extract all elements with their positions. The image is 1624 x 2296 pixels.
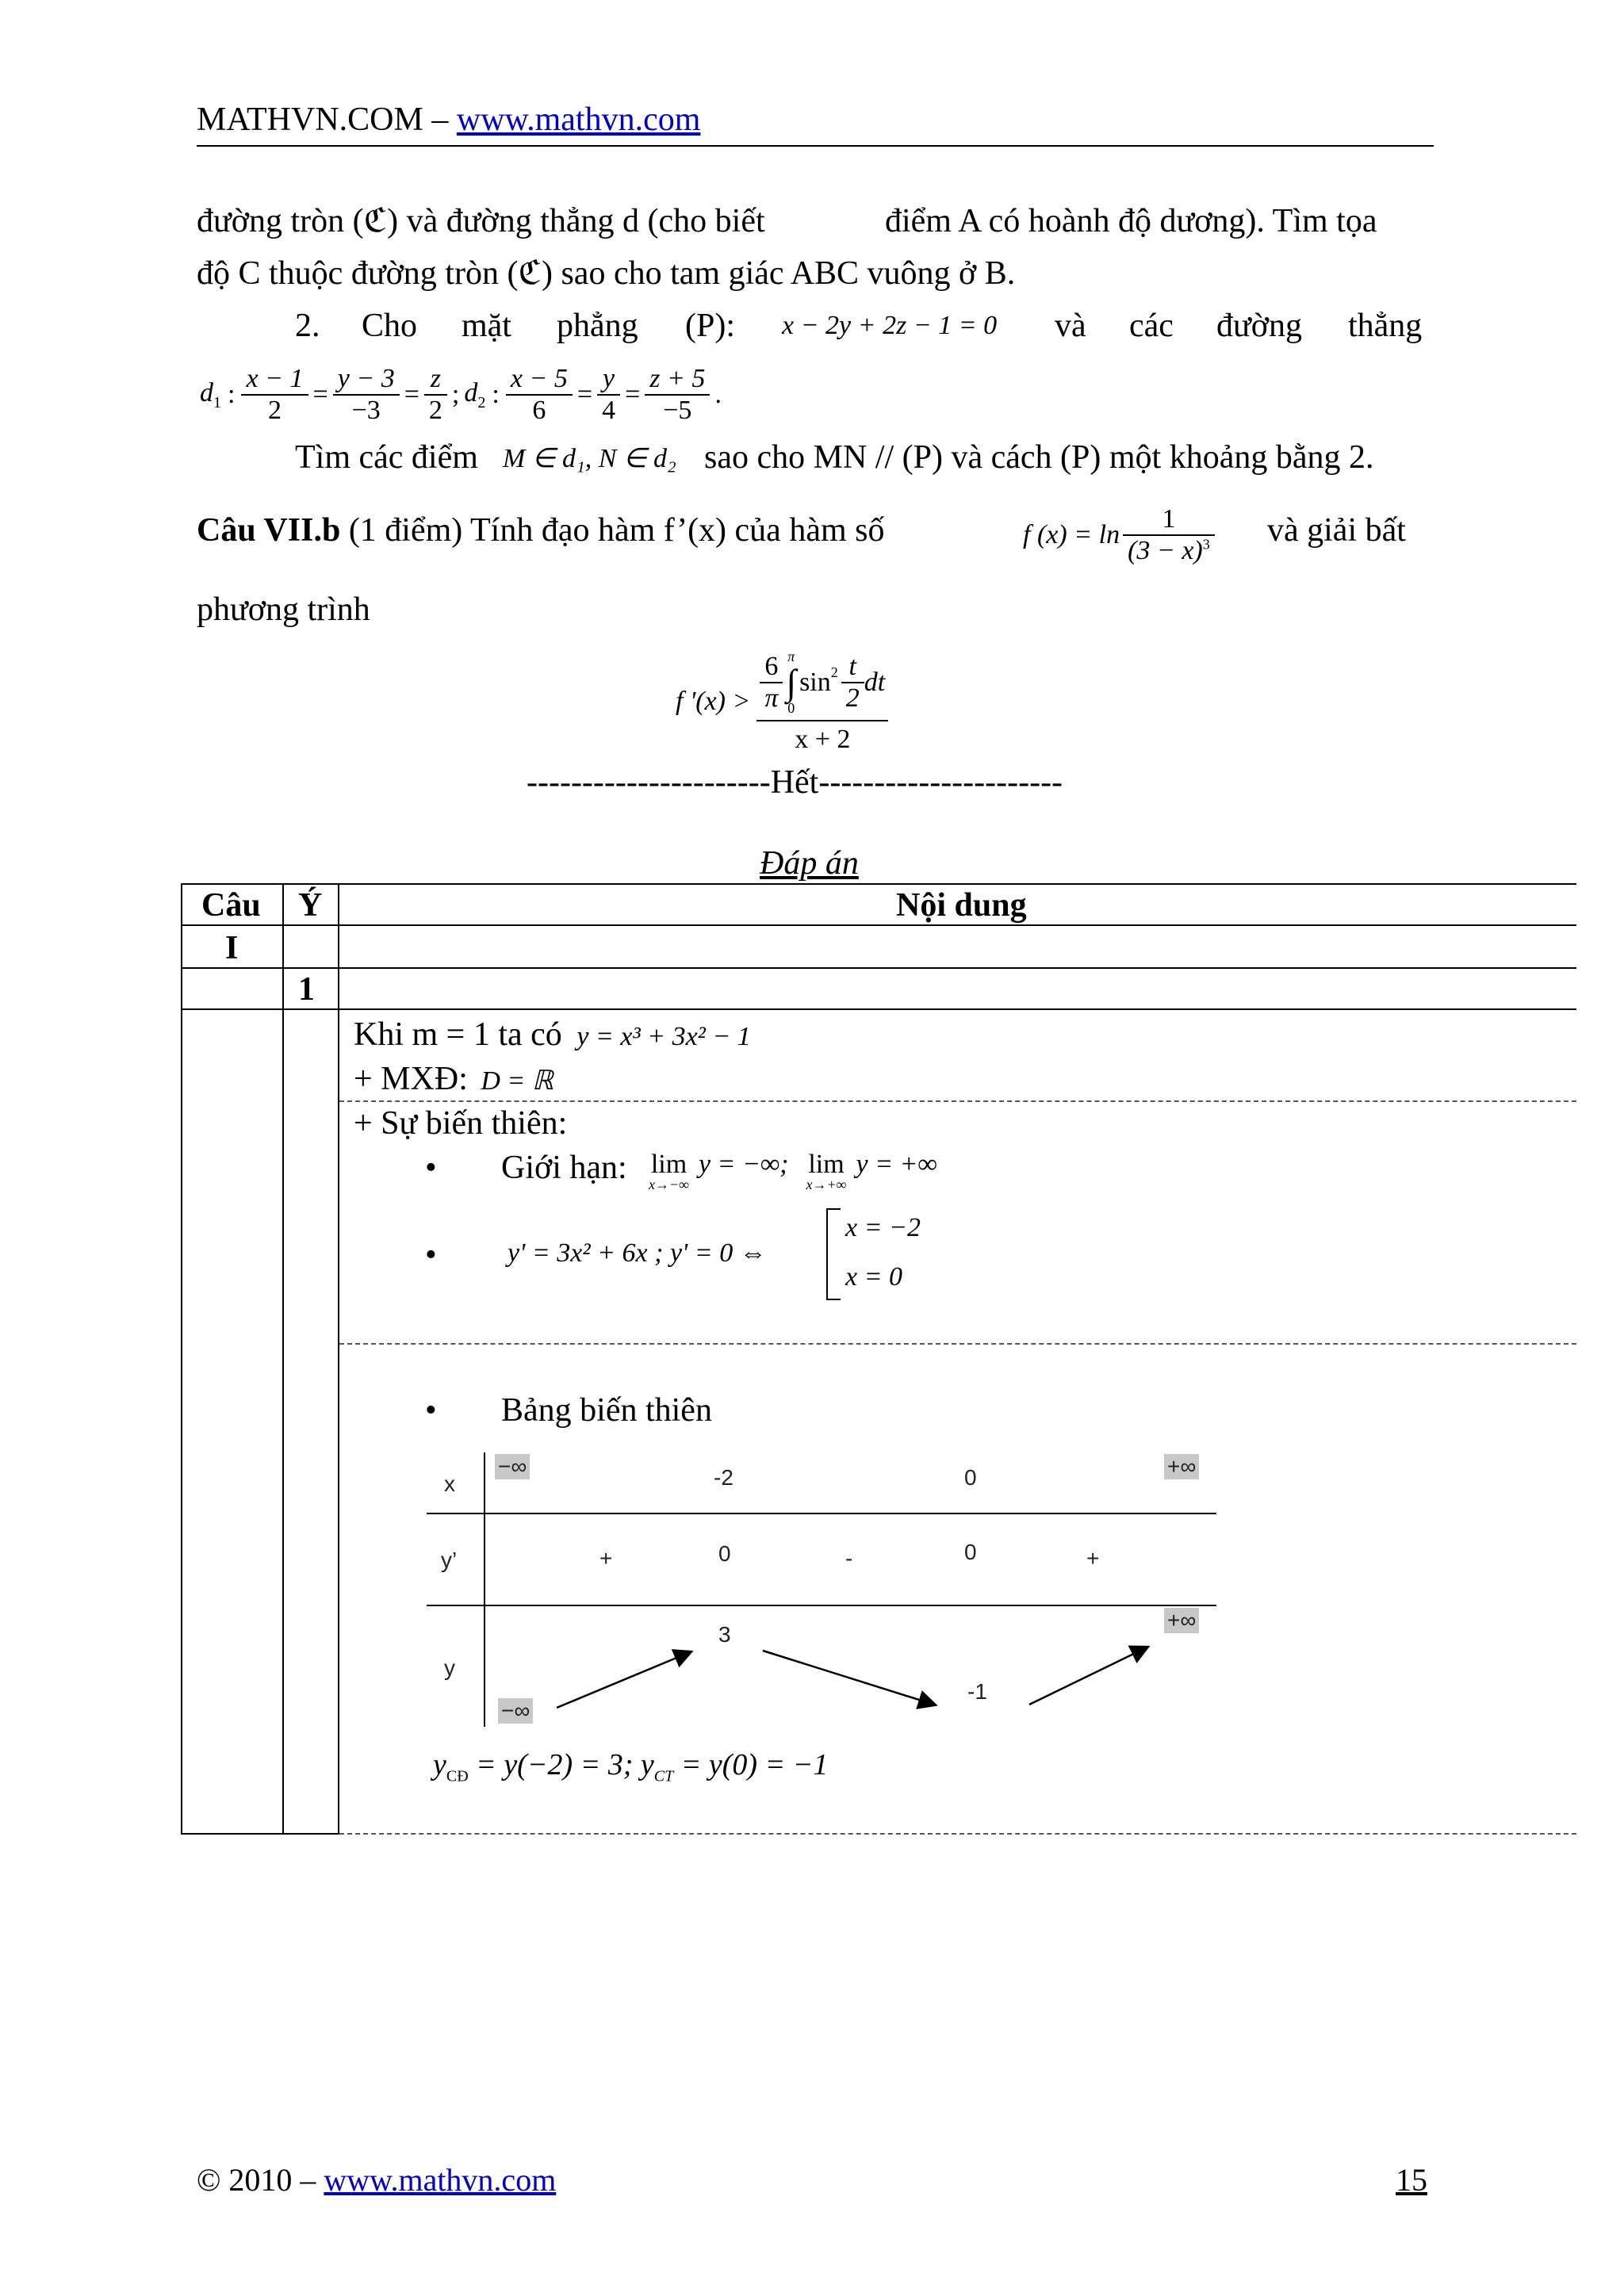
q7-function: f (x) = ln $\frac{1}{(3 - x)^3}$ <box>1023 492 1215 579</box>
vt-x-value: −∞ <box>495 1454 530 1479</box>
plane-equation: x − 2y + 2z − 1 = 0 <box>782 311 998 340</box>
vt-yprime-sign: + <box>599 1546 613 1571</box>
vt-arrows <box>476 1609 1189 1728</box>
bullet: • <box>425 1392 437 1429</box>
table-row-line <box>181 924 1576 926</box>
bullet: • <box>425 1237 437 1273</box>
table-left-border <box>181 883 182 1835</box>
d2-frac-z: $\frac{z + 5}{-5}$ <box>645 364 710 426</box>
vt-label-yprime: y’ <box>441 1548 458 1572</box>
footer-copy: © 2010 – <box>197 2162 316 2198</box>
vt-x-value: +∞ <box>1164 1454 1199 1479</box>
footer-link[interactable]: www.mathvn.com <box>324 2162 557 2198</box>
header-rule <box>197 145 1434 147</box>
extrema: $y_{CĐ} = y(-2) = 3$; $y_{CT} = y(0) = -1$ <box>433 1748 829 1785</box>
p2-tail-4: thẳng <box>1348 308 1423 344</box>
page-number: 15 <box>1396 2162 1427 2198</box>
question-7b: Câu VII.b (1 điểm) Tính đạo hàm f’(x) của hàm số <box>197 512 885 549</box>
find-points-b: sao cho MN // (P) và cách (P) một khoảng bằng 2. <box>704 439 1374 476</box>
d2-frac-x: $\frac{x - 5}{6}$ <box>506 364 573 426</box>
vt-arrow-up-1 <box>557 1652 690 1708</box>
q7-tail: và giải bất <box>1267 512 1406 549</box>
p2-word-4: (P): <box>685 308 735 344</box>
line-equations: $d_1$ : $\frac{x - 1}{2}$ = $\frac{y - 3}{-3}$ = $\frac{z}{2}$ ; $d_2$ : $\frac{x - 5}{6}$ = $\frac{y}{4}$ = $\frac{z + 5}{-5}$ . <box>200 364 722 425</box>
answer-title: Đáp án <box>760 845 859 882</box>
dashed-divider <box>339 1343 1576 1345</box>
vt-x-value: 0 <box>964 1465 977 1490</box>
d1-label: $d_1$ <box>200 377 221 411</box>
dashed-divider <box>339 1833 1576 1835</box>
header-cau: Câu <box>201 887 261 924</box>
header-y: Ý <box>298 887 323 924</box>
limits-label: Giới hạn: <box>501 1150 627 1186</box>
vt-row-line <box>427 1513 1216 1514</box>
d1-frac-y: $\frac{y - 3}{-3}$ <box>333 364 400 426</box>
vt-x-value: -2 <box>714 1465 733 1490</box>
answer-m1: Khi m = 1 ta có y = x³ + 3x² − 1 <box>354 1016 751 1053</box>
root-1: x = −2 <box>845 1213 921 1242</box>
vt-yprime-zero: 0 <box>718 1541 731 1566</box>
d1-frac-z: $\frac{z}{2}$ <box>424 364 447 426</box>
find-points-a: Tìm các điểm <box>295 439 478 476</box>
answer-sbt: + Sự biến thiên: <box>354 1105 568 1142</box>
root-2: x = 0 <box>845 1262 903 1292</box>
footer <box>197 2161 556 2199</box>
table-col-line <box>282 883 284 1835</box>
header-link[interactable]: www.mathvn.com <box>456 101 701 138</box>
p2-tail-1: và <box>1055 308 1086 344</box>
vt-y-value: -1 <box>967 1679 987 1704</box>
derivative: y' = 3x² + 6x ; y' = 0 ⇔ <box>508 1238 767 1268</box>
vt-arrow-down <box>763 1651 934 1705</box>
table-bottom-border <box>181 1833 339 1835</box>
row-y-1: 1 <box>298 971 315 1008</box>
vt-yprime-sign: + <box>1086 1546 1100 1571</box>
vt-row-line <box>427 1605 1216 1606</box>
problem-line-1b: điểm A có hoành độ dương). Tìm tọa <box>885 203 1377 239</box>
header-site: MATHVN.COM – <box>197 101 449 138</box>
p2-label: 2. <box>295 308 320 344</box>
d2-label: $d_2$ <box>464 377 486 411</box>
end-marker: ----------------------Hết---------------------- <box>527 764 1063 801</box>
dashed-divider <box>339 1100 1576 1102</box>
table-top-border <box>181 883 1576 885</box>
vt-yprime-zero: 0 <box>964 1540 977 1564</box>
header <box>197 100 700 140</box>
d1-frac-x: $\frac{x - 1}{2}$ <box>241 364 308 426</box>
q7-line-2: phương trình <box>197 591 370 628</box>
vt-yprime-sign: - <box>845 1546 853 1571</box>
vt-label-y: y <box>444 1655 455 1680</box>
system-bracket <box>826 1208 841 1300</box>
limits: lim x→−∞ y = −∞; lim x→+∞ y = +∞ <box>649 1150 937 1192</box>
p2-word-2: mặt <box>462 308 511 344</box>
table-row-line <box>181 1008 1576 1010</box>
q7-fraction: $\frac{1}{(3 - x)^3}$ <box>1123 504 1215 566</box>
vt-label-x: x <box>444 1471 455 1496</box>
problem-line-2: độ C thuộc đường tròn (ℭ) sao cho tam giác ABC vuông ở B. <box>197 255 1016 292</box>
answer-mxd: + MXĐ: D = ℝ <box>354 1061 553 1097</box>
p2-tail-2: các <box>1129 308 1174 344</box>
vt-y-value: +∞ <box>1164 1608 1199 1633</box>
p2-word-1: Cho <box>362 308 418 344</box>
bbt-label: Bảng biến thiên <box>501 1392 712 1429</box>
inequality: f '(x) > $\frac{6}{\pi}$ π ∫ 0 sin 2 $\frac{t}{2}$ dt x + 2 <box>676 634 888 769</box>
vt-y-value: −∞ <box>498 1698 533 1724</box>
row-cau-I: I <box>225 930 239 966</box>
header-content: Nội dung <box>896 887 1027 924</box>
d2-frac-y: $\frac{y}{4}$ <box>597 364 620 426</box>
problem-line-1a: đường tròn (ℭ) và đường thẳng d (cho biết <box>197 203 765 239</box>
vt-arrow-up-2 <box>1029 1647 1147 1705</box>
p2-word-3: phẳng <box>557 308 638 344</box>
table-row-line <box>181 967 1576 969</box>
vt-y-value: 3 <box>718 1622 731 1647</box>
table-col-line <box>338 883 339 1835</box>
find-points-math: M ∈ d₁, N ∈ d₂ <box>503 444 676 473</box>
bullet: • <box>425 1150 437 1186</box>
p2-tail-3: đường <box>1216 308 1302 344</box>
